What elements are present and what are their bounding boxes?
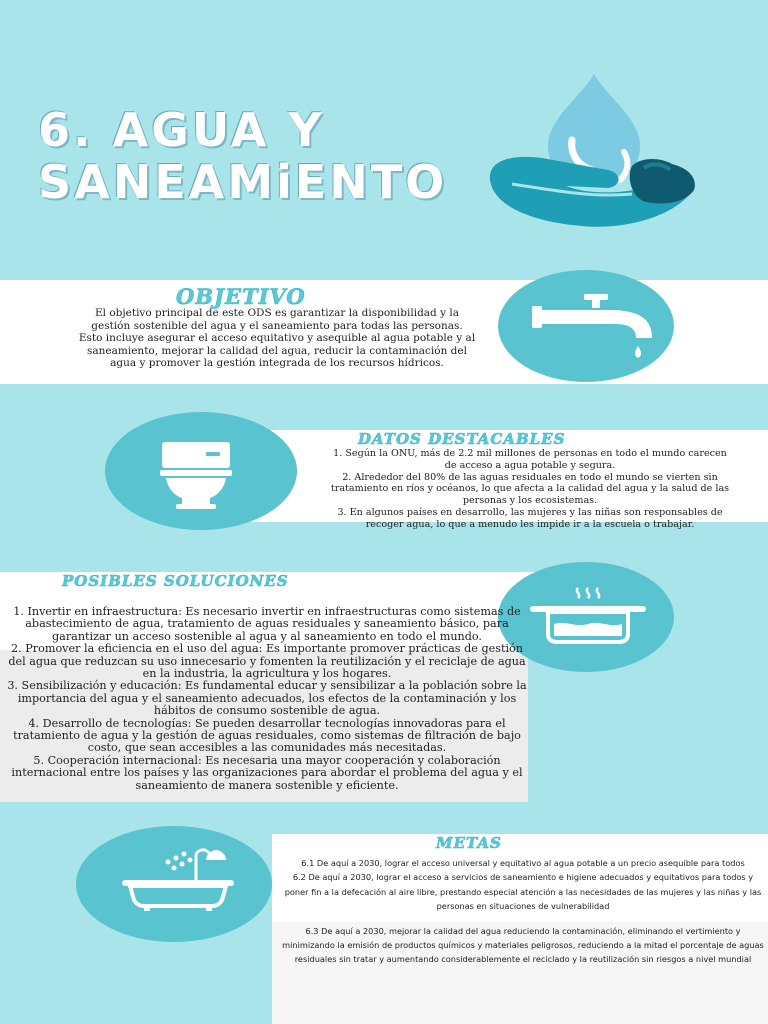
metas-item-2: 6.2 De aquí a 2030, lograr el acceso a servicios de saneamiento e higiene adecuados y equitativos para todos y poner fin a la defecación al aire libre, prestando especial atención a las necesidades de las mujeres y las niñas y las personas en situaciones de vulnerabilidad <box>284 872 762 912</box>
objetivo-heading: OBJETIVO <box>176 284 306 309</box>
soluciones-item-4: 4. Desarrollo de tecnologías: Se pueden desarrollar tecnologías innovadoras para el tratamiento de agua y la gestión de aguas residuales, como sistemas de filtración de bajo costo, que sean accesibles a las comunidades más necesitadas. <box>13 716 521 755</box>
soluciones-item-2: 2. Promover la eficiencia en el uso del agua: Es importante promover prácticas de gestión del agua que reduzcan su uso innecesario y fomenten la reutilización y el reciclaje de agua en la industria, la agricultura y los hogares. <box>8 642 526 681</box>
datos-item-3: 3. En algunos países en desarrollo, las mujeres y las niñas son responsables de recoger agua, lo que a menudo les impide ir a la escuela o trabajar. <box>337 506 723 530</box>
datos-heading: DATOS DESTACABLES <box>358 430 566 448</box>
datos-item-2: 2. Alrededor del 80% de las aguas residuales en todo el mundo se vierten sin tratamiento en ríos y océanos, lo que afecta a la calidad del agua y la salud de las personas y los ecosistemas. <box>330 471 730 507</box>
bathtub-shower-icon <box>120 846 236 912</box>
toilet-icon <box>158 438 234 510</box>
datos-list <box>318 448 742 531</box>
objetivo-text: El objetivo principal de este ODS es garantizar la disponibilidad y la gestión sostenible del agua y el saneamiento para todas las personas. Esto incluye asegurar el acceso equitativo y asequible al agua potable y al saneamiento, mejorar la calidad del agua, reducir la contaminación del agua y promover la gestión integrada de los recursos hídricos. <box>78 307 476 369</box>
soluciones-item-5: 5. Cooperación internacional: Es necesaria una mayor cooperación y colaboración internacional entre los países y las organizaciones para abordar el problema del agua y el saneamiento de manera sostenible y eficiente. <box>11 753 523 792</box>
pot-icon <box>526 586 650 646</box>
datos-item-1: 1. Según la ONU, más de 2.2 mil millones de personas en todo el mundo carecen de acceso a agua potable y segura. <box>333 448 727 471</box>
page-title-line1: 6. AGUA Y <box>38 103 325 157</box>
soluciones-item-3: 3. Sensibilización y educación: Es fundamental educar y sensibilizar a la población sobre la importancia del agua y el saneamiento adecuados, los efectos de la contaminación y los hábitos de consumo sostenible de agua. <box>7 679 527 718</box>
faucet-icon <box>528 290 658 362</box>
page-title-line2: SANEAMiENTO <box>38 155 448 209</box>
metas-heading: METAS <box>436 834 502 852</box>
soluciones-heading: POSIBLES SOLUCIONES <box>62 572 289 590</box>
metas-list <box>282 856 764 967</box>
metas-item-3: 6.3 De aquí a 2030, mejorar la calidad del agua reduciendo la contaminación, eliminando el vertimiento y minimizando la emisión de productos químicos y materiales peligrosos, reduciendo a la mitad el porcentaje de aguas residuales sin tratar y aumentando considerablemente el reciclado y la reutilización sin riesgos a nivel mundial <box>282 925 764 965</box>
page-title <box>38 104 478 208</box>
soluciones-list <box>6 606 528 792</box>
soluciones-item-1: 1. Invertir en infraestructura: Es necesario invertir en infraestructuras como sistemas de abastecimiento de agua, tratamiento de aguas residuales y saneamiento básico, para garantizar un acceso sostenible al agua y al saneamiento en todo el mundo. <box>13 605 521 643</box>
water-drop-hand-icon <box>482 66 712 242</box>
metas-item-1: 6.1 De aquí a 2030, lograr el acceso universal y equitativo al agua potable a un precio asequible para todos <box>301 858 745 868</box>
